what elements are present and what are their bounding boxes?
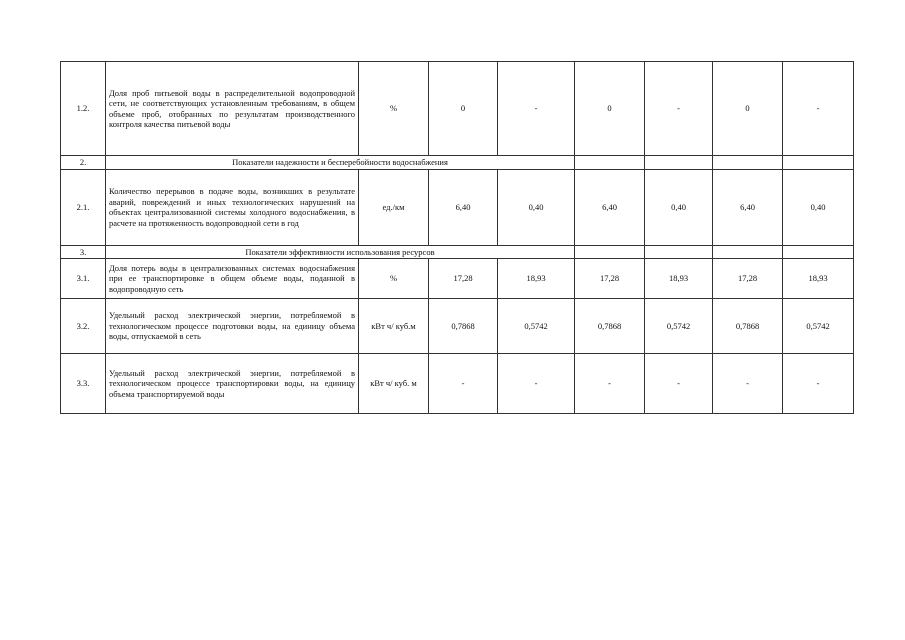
value-cell: 6,40 xyxy=(575,169,645,245)
value-cell: 0,40 xyxy=(645,169,713,245)
value-cell: 17,28 xyxy=(575,259,645,299)
value-cell: 0,40 xyxy=(498,169,575,245)
value-cell: 18,93 xyxy=(645,259,713,299)
value-cell: 0 xyxy=(429,62,498,156)
section-number: 3. xyxy=(61,245,106,259)
value-cell: 18,93 xyxy=(783,259,854,299)
table-row xyxy=(61,354,854,414)
value-cell: 0,5742 xyxy=(498,299,575,354)
table-body xyxy=(61,62,854,414)
empty-cell xyxy=(783,245,854,259)
value-cell: 17,28 xyxy=(713,259,783,299)
row-unit: кВт ч/ куб.м xyxy=(359,299,429,354)
empty-cell xyxy=(575,156,645,170)
value-cell: 6,40 xyxy=(429,169,498,245)
value-cell: - xyxy=(783,354,854,414)
value-cell: 0,5742 xyxy=(645,299,713,354)
value-cell: - xyxy=(645,62,713,156)
value-cell: - xyxy=(429,354,498,414)
section-number: 2. xyxy=(61,156,106,170)
table-row xyxy=(61,62,854,156)
row-unit: ед./км xyxy=(359,169,429,245)
value-cell: 0,7868 xyxy=(575,299,645,354)
value-cell: 0,7868 xyxy=(429,299,498,354)
value-cell: 0,5742 xyxy=(783,299,854,354)
row-number: 1.2. xyxy=(61,62,106,156)
section-title: Показатели надежности и бесперебойности водоснабжения xyxy=(106,156,575,170)
empty-cell xyxy=(645,245,713,259)
row-unit: % xyxy=(359,62,429,156)
row-number: 3.3. xyxy=(61,354,106,414)
value-cell: - xyxy=(575,354,645,414)
row-number: 2.1. xyxy=(61,169,106,245)
value-cell: 17,28 xyxy=(429,259,498,299)
value-cell: 0 xyxy=(713,62,783,156)
empty-cell xyxy=(783,156,854,170)
table-row xyxy=(61,259,854,299)
row-number: 3.1. xyxy=(61,259,106,299)
value-cell: 0,7868 xyxy=(713,299,783,354)
section-row xyxy=(61,156,854,170)
row-description: Удельный расход электрической энергии, потребляемой в технологическом процессе подготовки воды, на единицу объема воды, отпускаемой в сеть xyxy=(106,299,359,354)
row-unit: % xyxy=(359,259,429,299)
value-cell: - xyxy=(498,62,575,156)
row-number: 3.2. xyxy=(61,299,106,354)
value-cell: - xyxy=(713,354,783,414)
section-row xyxy=(61,245,854,259)
section-title: Показатели эффективности использования ресурсов xyxy=(106,245,575,259)
value-cell: 0 xyxy=(575,62,645,156)
row-description: Доля потерь воды в централизованных системах водоснабжения при ее транспортировке в общем объеме воды, поданной в водопроводную сеть xyxy=(106,259,359,299)
table-row xyxy=(61,169,854,245)
value-cell: 6,40 xyxy=(713,169,783,245)
indicators-table xyxy=(60,61,854,414)
row-unit: кВт ч/ куб. м xyxy=(359,354,429,414)
empty-cell xyxy=(713,245,783,259)
value-cell: - xyxy=(783,62,854,156)
value-cell: - xyxy=(645,354,713,414)
value-cell: - xyxy=(498,354,575,414)
empty-cell xyxy=(575,245,645,259)
row-description: Удельный расход электрической энергии, потребляемой в технологическом процессе транспортировки воды, на единицу объема транспортируемой воды xyxy=(106,354,359,414)
empty-cell xyxy=(713,156,783,170)
table-row xyxy=(61,299,854,354)
empty-cell xyxy=(645,156,713,170)
row-description: Доля проб питьевой воды в распределительной водопроводной сети, не соответствующих установленным требованиям, в общем объеме проб, отобранных по результатам производственного контроля качества питьевой воды xyxy=(106,62,359,156)
value-cell: 18,93 xyxy=(498,259,575,299)
value-cell: 0,40 xyxy=(783,169,854,245)
row-description: Количество перерывов в подаче воды, возникших в результате аварий, повреждений и иных технологических нарушений на объектах централизованной системы холодного водоснабжения, в расчете на протяженность водопроводной сети в год xyxy=(106,169,359,245)
